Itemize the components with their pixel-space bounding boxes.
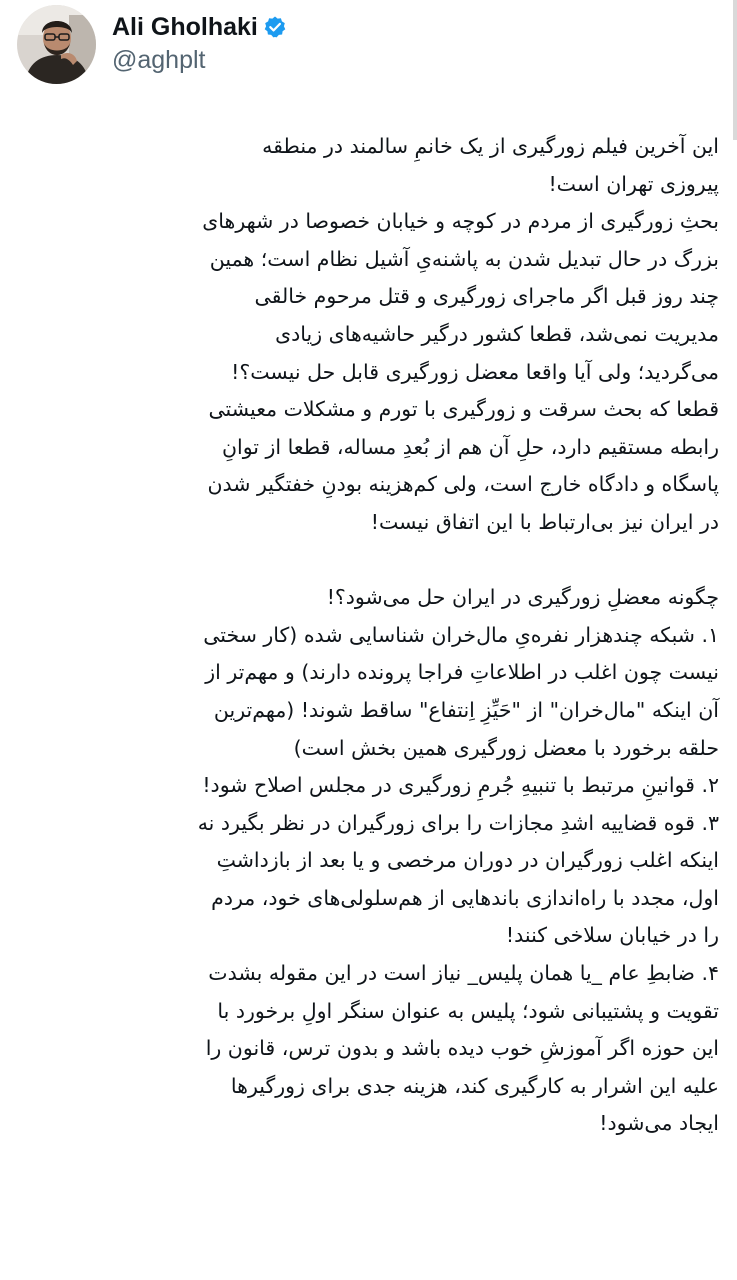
text-line: حلقه برخورد با معضل زورگیری همین بخش است) <box>293 735 719 760</box>
display-name[interactable]: Ali Gholhaki <box>112 13 258 41</box>
text-line: ۱. شبکه چندهزار نفره‌یِ مال‌خران شناسایی شده (کار سختی <box>203 622 719 647</box>
tweet-paragraph-1 <box>14 128 719 542</box>
user-handle[interactable]: @aghplt <box>112 46 206 74</box>
text-line: اول، مجدد با راه‌اندازی باندهایی از هم‌سلولی‌های خود، مردم <box>211 885 719 910</box>
text-line: بزرگ در حال تبدیل شدن به پاشنه‌یِ آشیل نظام است؛ همین <box>209 246 719 271</box>
text-line: تقویت و پشتیبانی شود؛ پلیس به عنوان سنگر اولِ برخورد با <box>217 998 719 1023</box>
verified-badge-icon <box>263 15 287 39</box>
text-line: ۳. قوه قضاییه اشدِ مجازات را برای زورگیران در نظر بگیرد نه <box>197 810 719 835</box>
text-line: این حوزه اگر آموزشِ خوب دیده باشد و بدون ترس، قانون را <box>205 1036 719 1061</box>
text-line: پاسگاه و دادگاه خارج است، ولی کم‌هزینه بودنِ خفتگیر شدن <box>207 472 719 497</box>
text-line: می‌گردید؛ ولی آیا واقعا معضل زورگیری قابل حل نیست؟! <box>231 359 719 384</box>
text-line: در ایران نیز بی‌ارتباط با این اتفاق نیست! <box>370 509 719 534</box>
text-line: ۲. قوانینِ مرتبط با تنبیهِ جُرمِ زورگیری در مجلس اصلاح شود! <box>202 773 719 798</box>
tweet-paragraph-2 <box>14 579 719 1143</box>
text-line: رابطه مستقیم دارد، حلِ آن هم از بُعدِ مساله، قطعا از توانِ <box>221 434 719 459</box>
text-line: را در خیابان سلاخی کنند! <box>505 923 719 948</box>
text-line: این آخرین فیلم زورگیری از یک خانمِ سالمند در منطقه <box>262 134 719 158</box>
paragraph-gap <box>14 542 719 580</box>
text-line: چگونه معضلِ زورگیری در ایران حل می‌شود؟! <box>326 585 719 610</box>
avatar-image <box>17 5 96 84</box>
text-line: قطعا که بحث سرقت و زورگیری با تورم و مشکلات معیشتی <box>208 397 719 422</box>
text-line: چند روز قبل اگر ماجرای زورگیری و قتل مرحوم خالقی <box>254 284 719 309</box>
text-line: مدیریت نمی‌شد، قطعا کشور درگیر حاشیه‌های زیادی <box>275 321 719 346</box>
text-line: ۴. ضابطِ عام _یا همان پلیس_ نیاز است در این مقوله بشدت <box>208 961 719 986</box>
text-line: آن اینکه "مال‌خران" از "حَیِّزِ اِنتفاع" ساقط شوند! (مهم‌ترین <box>213 697 719 722</box>
text-line: ایجاد می‌شود! <box>599 1111 719 1136</box>
name-row <box>112 12 287 42</box>
scroll-edge <box>733 0 737 140</box>
text-line: اینکه اغلب زورگیران در دوران مرخصی و یا بعد از بازداشتِ <box>216 848 719 873</box>
text-line: علیه این اشرار به کارگیری کند، هزینه جدی برای زورگیرها <box>230 1073 719 1098</box>
text-line: نیست چون اغلب در اطلاعاتِ فراجا پرونده دارند) و مهم‌تر از <box>205 660 719 685</box>
tweet-header <box>17 4 287 84</box>
text-line: پیروزی تهران است! <box>548 171 719 196</box>
author-identity <box>112 12 287 76</box>
text-line: بحثِ زورگیری از مردم در کوچه و خیابان خصوصا در شهرهای <box>202 209 719 234</box>
avatar[interactable] <box>17 5 96 84</box>
tweet-text <box>14 128 719 1143</box>
